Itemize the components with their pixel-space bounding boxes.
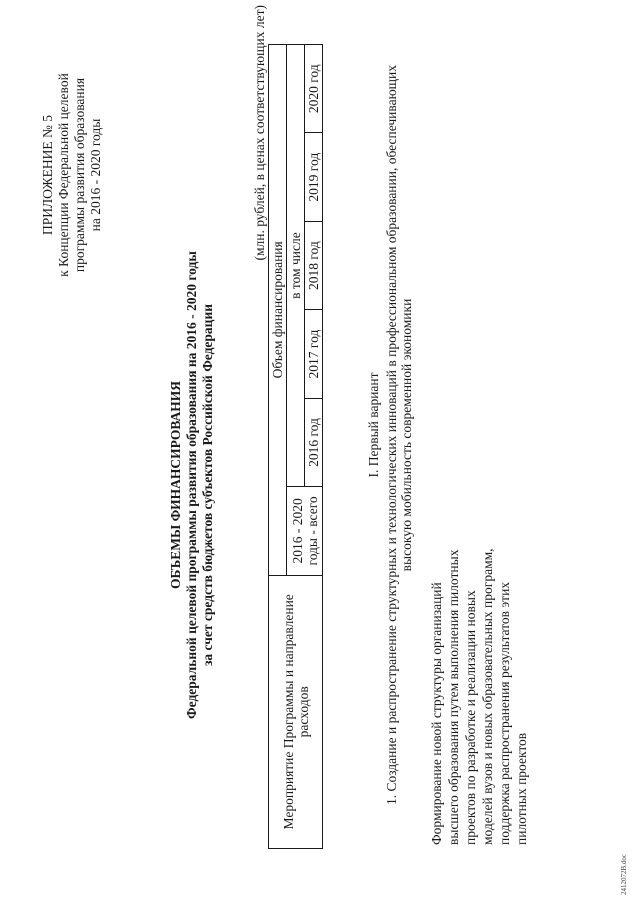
header-total: 2016 - 2020 годы - всего [287, 487, 323, 575]
document-heading [168, 205, 216, 765]
appendix-line: программы развития образования [72, 77, 87, 273]
variant-heading: I. Первый вариант [366, 372, 381, 478]
header-year: 2019 год [305, 133, 323, 221]
header-year: 2020 год [305, 45, 323, 133]
header-year: 2016 год [305, 398, 323, 486]
financing-table [268, 44, 323, 849]
appendix-title: ПРИЛОЖЕНИЕ № 5 [40, 114, 55, 236]
header-measure: Мероприятие Программы и направление расходов [269, 575, 323, 848]
header-including: в том числе [287, 45, 305, 487]
header-year: 2018 год [305, 221, 323, 309]
heading-line: Федеральной целевой программы развития образования на 2016 - 2020 годы [184, 251, 199, 719]
appendix-header [40, 25, 104, 325]
appendix-line: на 2016 - 2020 годы [88, 118, 103, 232]
header-funding: Объем финансирования [269, 45, 287, 576]
file-footer: 2412072В.doc [620, 853, 628, 895]
heading-line: за счет средств бюджетов субъектов Российской Федерации [200, 303, 215, 667]
appendix-line: к Концепции Федеральной целевой [56, 73, 71, 277]
heading-title: ОБЪЕМЫ ФИНАНСИРОВАНИЯ [168, 380, 183, 590]
section-heading: 1. Создание и распространение структурных и технологических инноваций в профессиональном образовании, обеспечивающих высокую мобильность современной экономики [384, 64, 414, 806]
measure-item-text: Формирование новой структуры организаций высшего образования путем выполнения пилотных проектов по разработке и реализации новых моделей вузов и новых образовательных программ, поддержка распространения результатов этих пилотных проектов [429, 548, 529, 845]
header-year: 2017 год [305, 310, 323, 398]
units-note: (млн. рублей, в ценах соответствующих лет) [252, 5, 267, 261]
